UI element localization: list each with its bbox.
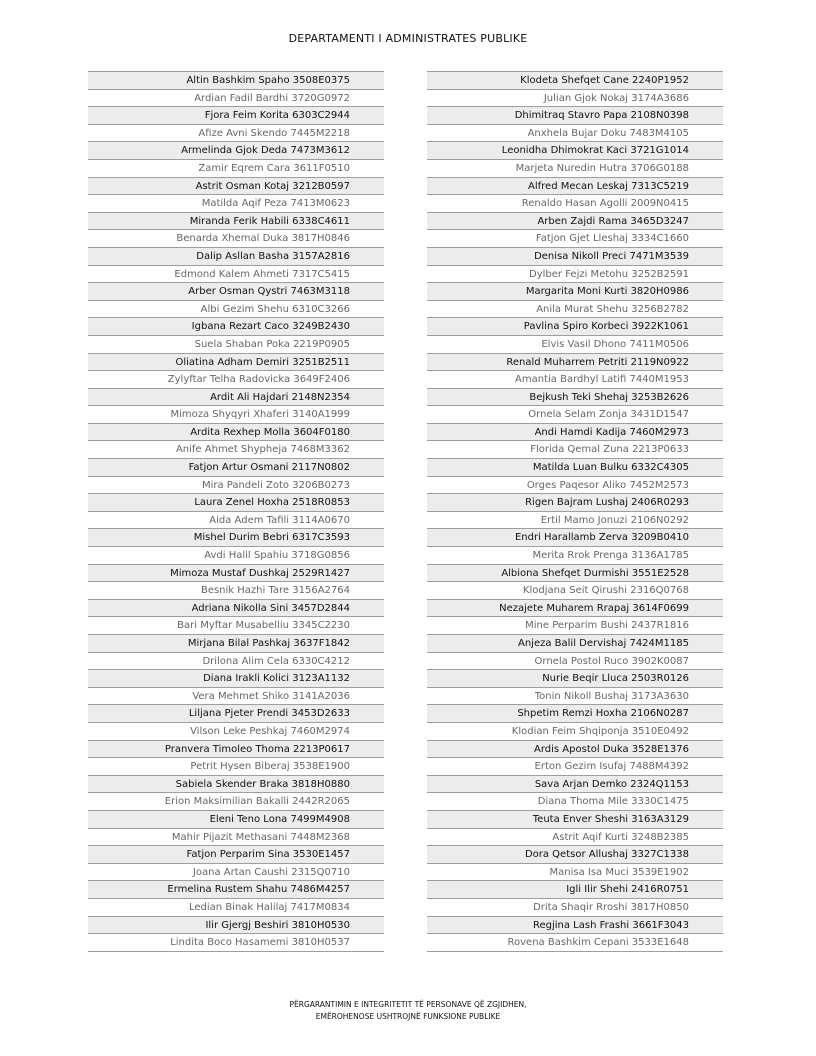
list-item: Tonin Nikoll Bushaj 3173A3630 xyxy=(427,688,723,706)
list-item: Regjina Lash Frashi 3661F3043 xyxy=(427,917,723,935)
list-item: Suela Shaban Poka 2219P0905 xyxy=(88,336,384,354)
list-item: Zylyftar Telha Radovicka 3649F2406 xyxy=(88,371,384,389)
list-item: Margarita Moni Kurti 3820H0986 xyxy=(427,283,723,301)
list-item: Ornela Selam Zonja 3431D1547 xyxy=(427,406,723,424)
list-item: Drilona Alim Cela 6330C4212 xyxy=(88,653,384,671)
list-item: Edmond Kalem Ahmeti 7317C5415 xyxy=(88,266,384,284)
list-item: Ertil Mamo Jonuzi 2106N0292 xyxy=(427,512,723,530)
page-title: DEPARTAMENTI I ADMINISTRATES PUBLIKE xyxy=(288,32,528,45)
list-item: Mimoza Shyqyri Xhaferi 3140A1999 xyxy=(88,406,384,424)
list-item: Dylber Fejzi Metohu 3252B2591 xyxy=(427,266,723,284)
list-item: Igli Ilir Shehi 2416R0751 xyxy=(427,881,723,899)
list-item: Diana Thoma Mile 3330C1475 xyxy=(427,793,723,811)
list-item: Afize Avni Skendo 7445M2218 xyxy=(88,125,384,143)
list-item: Mimoza Mustaf Dushkaj 2529R1427 xyxy=(88,565,384,583)
list-item: Andi Hamdi Kadija 7460M2973 xyxy=(427,424,723,442)
list-item: Astrit Osman Kotaj 3212B0597 xyxy=(88,178,384,196)
list-item: Benarda Xhemal Duka 3817H0846 xyxy=(88,230,384,248)
list-item: Rigen Bajram Lushaj 2406R0293 xyxy=(427,494,723,512)
list-item: Fatjon Perparim Sina 3530E1457 xyxy=(88,846,384,864)
list-item: Vera Mehmet Shiko 3141A2036 xyxy=(88,688,384,706)
list-item: Aida Adem Tafili 3114A0670 xyxy=(88,512,384,530)
list-item: Renald Muharrem Petriti 2119N0922 xyxy=(427,354,723,372)
list-item: Diana Irakli Kolici 3123A1132 xyxy=(88,670,384,688)
left-name-list xyxy=(88,71,384,952)
list-item: Miranda Ferik Habili 6338C4611 xyxy=(88,213,384,231)
list-item: Eleni Teno Lona 7499M4908 xyxy=(88,811,384,829)
list-item: Renaldo Hasan Agolli 2009N0415 xyxy=(427,195,723,213)
right-name-list xyxy=(427,71,723,952)
list-item: Fatjon Gjet Lleshaj 3334C1660 xyxy=(427,230,723,248)
list-item: Matilda Luan Bulku 6332C4305 xyxy=(427,459,723,477)
list-item: Drita Shaqir Rroshi 3817H0850 xyxy=(427,899,723,917)
list-item: Nurie Beqir Lluca 2503R0126 xyxy=(427,670,723,688)
list-item: Albi Gezim Shehu 6310C3266 xyxy=(88,301,384,319)
list-item: Arben Zajdi Rama 3465D3247 xyxy=(427,213,723,231)
list-item: Mishel Durim Bebri 6317C3593 xyxy=(88,529,384,547)
list-item: Denisa Nikoll Preci 7471M3539 xyxy=(427,248,723,266)
list-item: Igbana Rezart Caco 3249B2430 xyxy=(88,318,384,336)
list-item: Ermelina Rustem Shahu 7486M4257 xyxy=(88,881,384,899)
list-item: Ornela Postol Ruco 3902K0087 xyxy=(427,653,723,671)
list-item: Fjora Feim Korita 6303C2944 xyxy=(88,107,384,125)
footer-line-2: EMËROHENOSE USHTROJNË FUNKSIONE PUBLIKE xyxy=(315,1012,501,1021)
list-item: Liljana Pjeter Prendi 3453D2633 xyxy=(88,705,384,723)
list-item: Astrit Aqif Kurti 3248B2385 xyxy=(427,829,723,847)
list-item: Mirjana Bilal Pashkaj 3637F1842 xyxy=(88,635,384,653)
list-item: Altin Bashkim Spaho 3508E0375 xyxy=(88,72,384,90)
list-item: Bejkush Teki Shehaj 3253B2626 xyxy=(427,389,723,407)
list-item: Laura Zenel Hoxha 2518R0853 xyxy=(88,494,384,512)
list-item: Besnik Hazhi Tare 3156A2764 xyxy=(88,582,384,600)
list-item: Erion Maksimilian Bakalli 2442R2065 xyxy=(88,793,384,811)
list-item: Florida Qemal Zuna 2213P0633 xyxy=(427,441,723,459)
list-item: Nezajete Muharem Rrapaj 3614F0699 xyxy=(427,600,723,618)
list-item: Lindita Boco Hasamemi 3810H0537 xyxy=(88,934,384,952)
list-item: Dalip Asllan Basha 3157A2816 xyxy=(88,248,384,266)
list-item: Mira Pandeli Zoto 3206B0273 xyxy=(88,477,384,495)
list-item: Dhimitraq Stavro Papa 2108N0398 xyxy=(427,107,723,125)
list-item: Zamir Eqrem Cara 3611F0510 xyxy=(88,160,384,178)
list-item: Elvis Vasil Dhono 7411M0506 xyxy=(427,336,723,354)
list-item: Marjeta Nuredin Hutra 3706G0188 xyxy=(427,160,723,178)
list-item: Anife Ahmet Shypheja 7468M3362 xyxy=(88,441,384,459)
list-item: Teuta Enver Sheshi 3163A3129 xyxy=(427,811,723,829)
list-item: Ilir Gjergj Beshiri 3810H0530 xyxy=(88,917,384,935)
list-item: Klodian Feim Shqiponja 3510E0492 xyxy=(427,723,723,741)
list-item: Mahir Pijazit Methasani 7448M2368 xyxy=(88,829,384,847)
list-item: Orges Paqesor Aliko 7452M2573 xyxy=(427,477,723,495)
list-item: Albiona Shefqet Durmishi 3551E2528 xyxy=(427,565,723,583)
list-item: Dora Qetsor Allushaj 3327C1338 xyxy=(427,846,723,864)
list-item: Vilson Leke Peshkaj 7460M2974 xyxy=(88,723,384,741)
list-item: Endri Harallamb Zerva 3209B0410 xyxy=(427,529,723,547)
list-item: Joana Artan Caushi 2315Q0710 xyxy=(88,864,384,882)
list-item: Bari Myftar Musabelliu 3345C2230 xyxy=(88,617,384,635)
list-item: Sava Arjan Demko 2324Q1153 xyxy=(427,776,723,794)
list-item: Anjeza Balil Dervishaj 7424M1185 xyxy=(427,635,723,653)
list-item: Arber Osman Qystri 7463M3118 xyxy=(88,283,384,301)
list-item: Ardita Rexhep Molla 3604F0180 xyxy=(88,424,384,442)
list-item: Fatjon Artur Osmani 2117N0802 xyxy=(88,459,384,477)
list-item: Pavlina Spiro Korbeci 3922K1061 xyxy=(427,318,723,336)
list-item: Sabiela Skender Braka 3818H0880 xyxy=(88,776,384,794)
list-item: Petrit Hysen Biberaj 3538E1900 xyxy=(88,758,384,776)
list-item: Anila Murat Shehu 3256B2782 xyxy=(427,301,723,319)
list-item: Armelinda Gjok Deda 7473M3612 xyxy=(88,142,384,160)
list-item: Klodeta Shefqet Cane 2240P1952 xyxy=(427,72,723,90)
list-item: Manisa Isa Muci 3539E1902 xyxy=(427,864,723,882)
list-item: Anxhela Bujar Doku 7483M4105 xyxy=(427,125,723,143)
list-item: Matilda Aqif Peza 7413M0623 xyxy=(88,195,384,213)
list-item: Oliatina Adham Demiri 3251B2511 xyxy=(88,354,384,372)
list-item: Merita Rrok Prenga 3136A1785 xyxy=(427,547,723,565)
list-item: Erton Gezim Isufaj 7488M4392 xyxy=(427,758,723,776)
list-item: Mine Perparim Bushi 2437R1816 xyxy=(427,617,723,635)
list-item: Avdi Halil Spahiu 3718G0856 xyxy=(88,547,384,565)
list-item: Leonidha Dhimokrat Kaci 3721G1014 xyxy=(427,142,723,160)
list-item: Pranvera Timoleo Thoma 2213P0617 xyxy=(88,741,384,759)
list-item: Alfred Mecan Leskaj 7313C5219 xyxy=(427,178,723,196)
list-item: Shpetim Remzi Hoxha 2106N0287 xyxy=(427,705,723,723)
list-item: Ardian Fadil Bardhi 3720G0972 xyxy=(88,90,384,108)
list-item: Ardis Apostol Duka 3528E1376 xyxy=(427,741,723,759)
list-item: Ledian Binak Halilaj 7417M0834 xyxy=(88,899,384,917)
page-footer xyxy=(0,999,816,1023)
list-item: Rovena Bashkim Cepani 3533E1648 xyxy=(427,934,723,952)
list-item: Adriana Nikolla Sini 3457D2844 xyxy=(88,600,384,618)
list-item: Ardit Ali Hajdari 2148N2354 xyxy=(88,389,384,407)
list-item: Amantia Bardhyl Latifi 7440M1953 xyxy=(427,371,723,389)
list-item: Julian Gjok Nokaj 3174A3686 xyxy=(427,90,723,108)
footer-line-1: PËRGARANTIMIN E INTEGRITETIT TË PERSONAVE QË ZGJIDHEN, xyxy=(289,1000,527,1009)
list-item: Klodjana Seit Qirushi 2316Q0768 xyxy=(427,582,723,600)
